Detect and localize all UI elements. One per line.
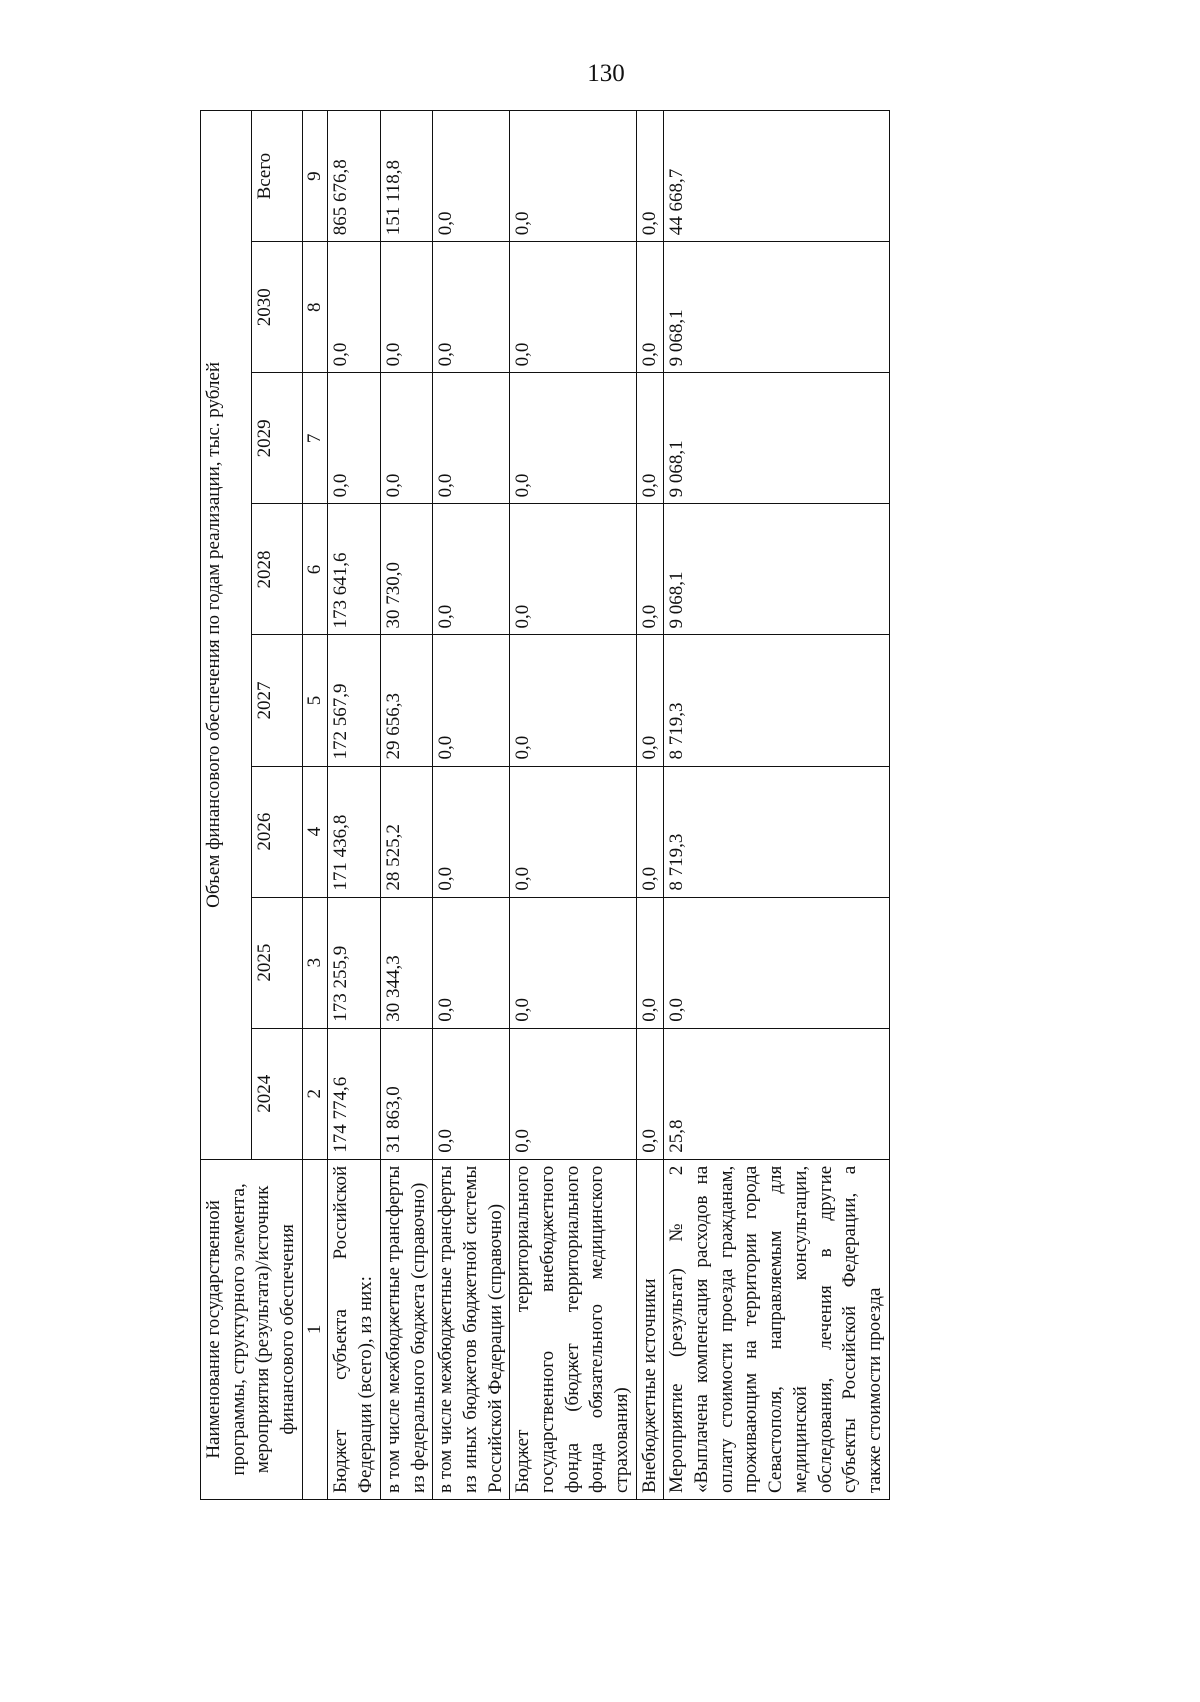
- row-value: 0,0: [328, 242, 380, 373]
- column-number: 2: [302, 1028, 328, 1159]
- page-number: 130: [587, 60, 625, 87]
- row-value: 0,0: [636, 373, 664, 504]
- row-value: 0,0: [664, 897, 889, 1028]
- row-value: 0,0: [510, 242, 636, 373]
- row-value: 0,0: [636, 897, 664, 1028]
- row-label: Бюджет территориального государственного внебюджетного фонда (бюджет территориального фонда обязательного медицинского страхования): [510, 1159, 636, 1499]
- column-number: 9: [302, 111, 328, 242]
- row-value: 8 719,3: [664, 766, 889, 897]
- row-value: 0,0: [433, 897, 510, 1028]
- row-value: 9 068,1: [664, 373, 889, 504]
- rotated-table-container: [200, 110, 1060, 1500]
- row-value: 0,0: [636, 635, 664, 766]
- row-total: 0,0: [433, 111, 510, 242]
- row-value: 0,0: [328, 373, 380, 504]
- header-year: 2030: [251, 242, 302, 373]
- row-value: 0,0: [380, 373, 432, 504]
- row-total: 44 668,7: [664, 111, 889, 242]
- row-value: 0,0: [433, 373, 510, 504]
- row-value: 0,0: [433, 242, 510, 373]
- row-value: 172 567,9: [328, 635, 380, 766]
- header-total: Всего: [251, 111, 302, 242]
- header-volume: Объем финансового обеспечения по годам реализации, тыс. рублей: [201, 111, 252, 1160]
- header-year: 2027: [251, 635, 302, 766]
- row-label: Бюджет субъекта Российской Федерации (всего), из них:: [328, 1159, 380, 1499]
- row-value: 0,0: [510, 766, 636, 897]
- row-value: 0,0: [433, 1028, 510, 1159]
- column-number: 8: [302, 242, 328, 373]
- row-total: 865 676,8: [328, 111, 380, 242]
- row-value: 28 525,2: [380, 766, 432, 897]
- table-row: [328, 111, 380, 1500]
- row-value: 173 641,6: [328, 504, 380, 635]
- column-number: 4: [302, 766, 328, 897]
- row-value: 0,0: [433, 635, 510, 766]
- financing-table: [200, 110, 890, 1500]
- header-year: 2028: [251, 504, 302, 635]
- column-number: 7: [302, 373, 328, 504]
- column-number: 6: [302, 504, 328, 635]
- row-value: 174 774,6: [328, 1028, 380, 1159]
- row-total: 0,0: [636, 111, 664, 242]
- row-label: в том числе межбюджетные трансферты из иных бюджетов бюджетной системы Российской Федерации (справочно): [433, 1159, 510, 1499]
- row-value: 0,0: [636, 1028, 664, 1159]
- row-value: 9 068,1: [664, 242, 889, 373]
- row-value: 0,0: [510, 635, 636, 766]
- row-total: 0,0: [510, 111, 636, 242]
- row-value: 30 344,3: [380, 897, 432, 1028]
- row-value: 0,0: [433, 766, 510, 897]
- row-value: 25,8: [664, 1028, 889, 1159]
- row-label: в том числе межбюджетные трансферты из федерального бюджета (справочно): [380, 1159, 432, 1499]
- row-label: Мероприятие (результат) № 2 «Выплачена компенсация расходов на оплату стоимости проезда гражданам, проживающим на территории города Севастополя, направляемым для медицинской консультации, обследования, лечения в другие субъекты Российской Федерации, а также стоимости проезда: [664, 1159, 889, 1499]
- row-value: 9 068,1: [664, 504, 889, 635]
- row-value: 31 863,0: [380, 1028, 432, 1159]
- table-row: [636, 111, 664, 1500]
- row-value: 0,0: [510, 504, 636, 635]
- row-value: 8 719,3: [664, 635, 889, 766]
- row-value: 0,0: [433, 504, 510, 635]
- row-value: 29 656,3: [380, 635, 432, 766]
- row-value: 0,0: [380, 242, 432, 373]
- header-year: 2029: [251, 373, 302, 504]
- table-row: [510, 111, 636, 1500]
- table-row: [664, 111, 889, 1500]
- column-number: 1: [302, 1159, 328, 1499]
- row-value: 0,0: [636, 242, 664, 373]
- row-value: 0,0: [510, 373, 636, 504]
- header-year: 2024: [251, 1028, 302, 1159]
- row-value: 171 436,8: [328, 766, 380, 897]
- row-value: 0,0: [510, 897, 636, 1028]
- row-value: 0,0: [636, 766, 664, 897]
- row-value: 0,0: [636, 504, 664, 635]
- row-value: 30 730,0: [380, 504, 432, 635]
- table-row: [433, 111, 510, 1500]
- column-number: 5: [302, 635, 328, 766]
- header-year: 2025: [251, 897, 302, 1028]
- row-total: 151 118,8: [380, 111, 432, 242]
- row-label: Внебюджетные источники: [636, 1159, 664, 1499]
- header-year: 2026: [251, 766, 302, 897]
- table-row: [380, 111, 432, 1500]
- column-number: 3: [302, 897, 328, 1028]
- row-value: 0,0: [510, 1028, 636, 1159]
- row-value: 173 255,9: [328, 897, 380, 1028]
- header-name: Наименование государственной программы, структурного элемента, мероприятия (результата)/источник финансового обеспечения: [201, 1159, 303, 1499]
